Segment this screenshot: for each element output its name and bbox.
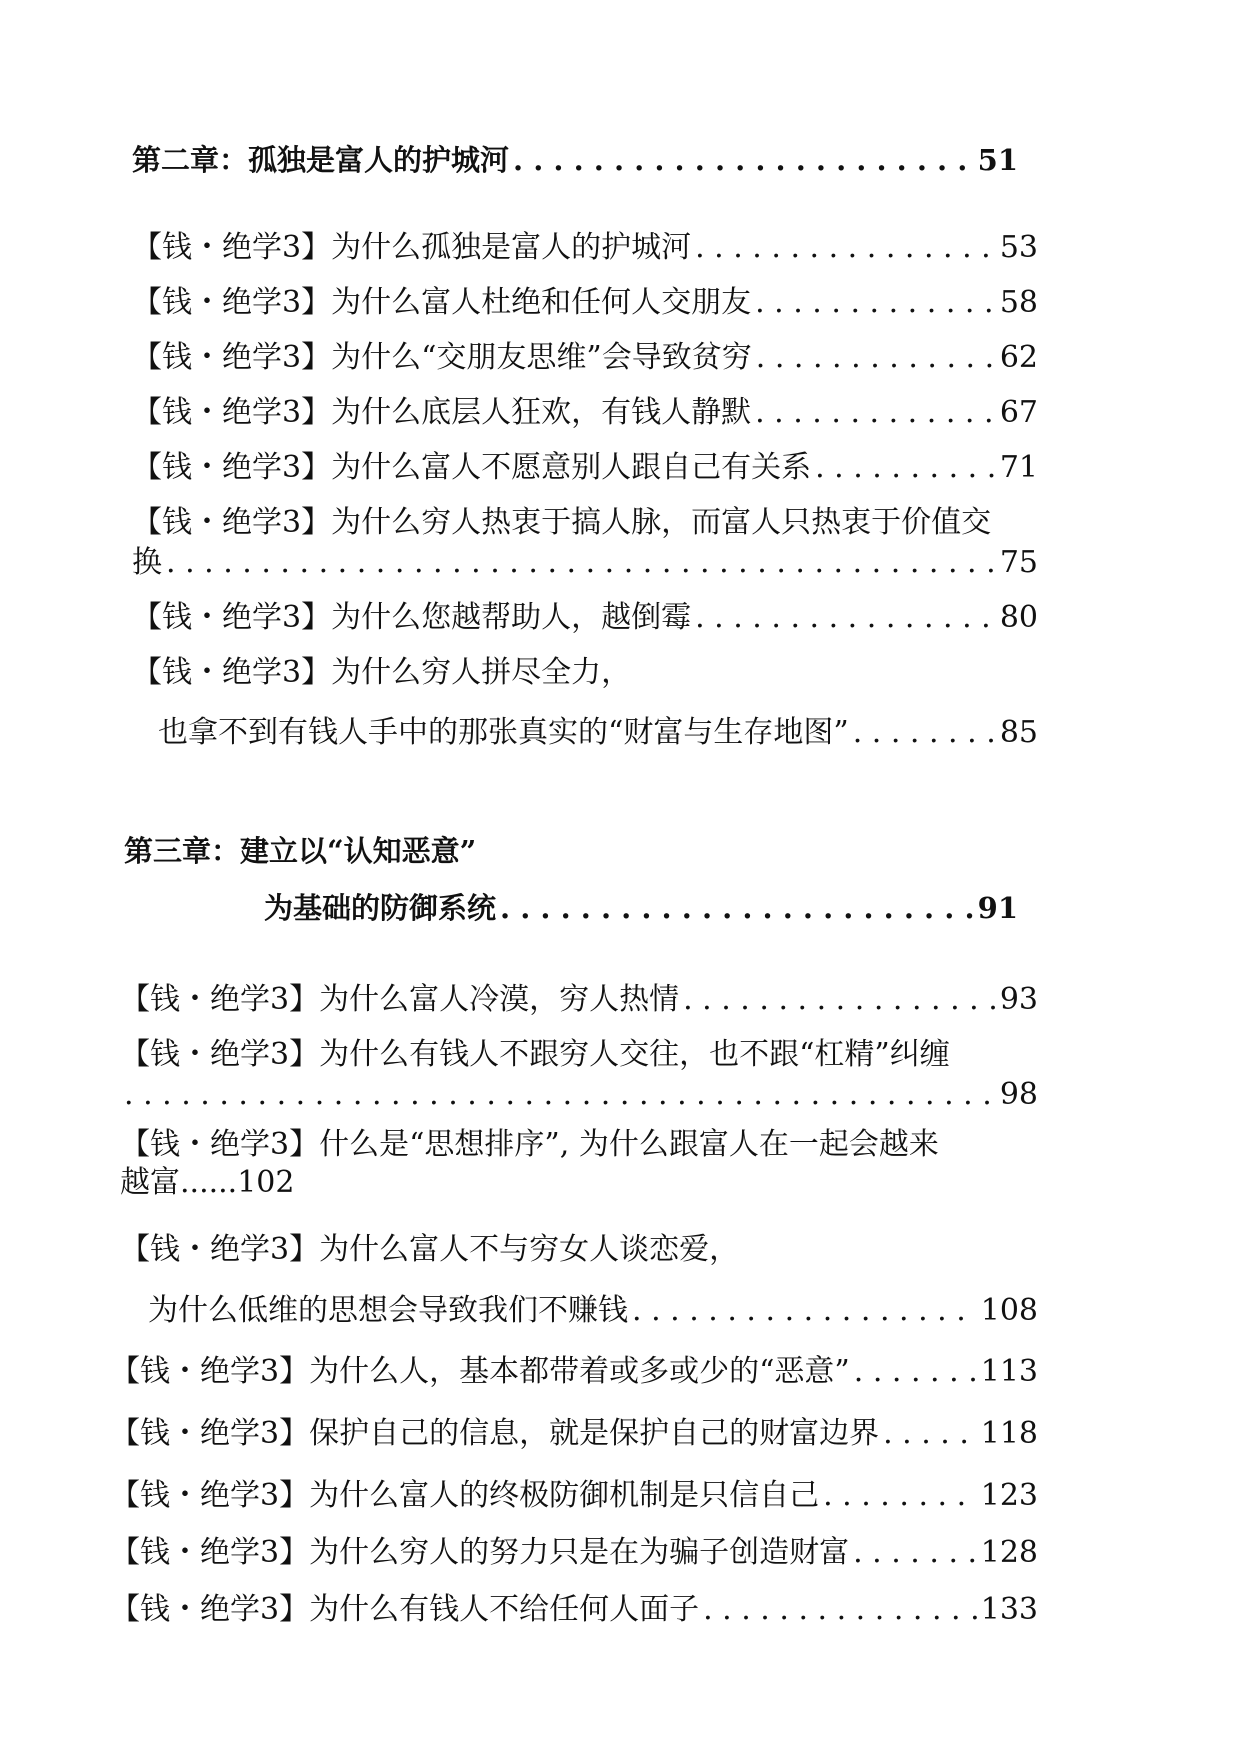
toc-entry[interactable] [110, 1352, 1038, 1392]
toc-entry-line1[interactable] [120, 1230, 739, 1270]
toc-entry[interactable] [132, 448, 1038, 488]
toc-entry[interactable] [110, 1414, 1038, 1454]
entry-title: 【钱・绝学3】为什么人，基本都带着或多或少的“恶意” [110, 1354, 850, 1389]
dot-leader [815, 448, 996, 488]
toc-entry[interactable] [110, 1533, 1038, 1573]
dot-leader [883, 1414, 977, 1454]
toc-entry[interactable] [132, 283, 1038, 323]
dot-leader [695, 228, 996, 268]
entry-title: 【钱・绝学3】为什么底层人狂欢，有钱人静默 [132, 395, 752, 430]
entry-title-continuation: 也拿不到有钱人手中的那张真实的“财富与生存地图” [158, 715, 849, 750]
dot-leader [513, 140, 974, 180]
page-number: 118 [980, 1416, 1038, 1451]
toc-entry[interactable] [110, 1476, 1038, 1516]
page-number: 58 [999, 285, 1038, 320]
page-number: 67 [999, 395, 1038, 430]
toc-entry[interactable] [132, 393, 1038, 433]
toc-entry-line2[interactable] [132, 543, 1038, 583]
toc-entry[interactable] [132, 598, 1038, 638]
entry-title: 【钱・绝学3】为什么富人冷漠，穷人热情 [120, 982, 680, 1017]
toc-entry[interactable] [132, 338, 1038, 378]
page-number: 85 [999, 715, 1038, 750]
page-number: 80 [999, 600, 1038, 635]
page-number: 133 [980, 1592, 1038, 1627]
toc-entry-line2[interactable] [158, 713, 1038, 753]
dot-leader [755, 393, 996, 433]
entry-title: 【钱・绝学3】为什么穷人的努力只是在为骗子创造财富 [110, 1535, 850, 1570]
entry-title: 【钱・绝学3】为什么有钱人不给任何人面子 [110, 1592, 700, 1627]
dot-leader [683, 980, 996, 1020]
toc-entry-line1[interactable] [120, 1125, 939, 1165]
chapter-heading[interactable] [132, 140, 1018, 180]
entry-title-continuation: 越富......102 [120, 1165, 295, 1200]
page-number: 108 [980, 1293, 1038, 1328]
entry-title: 【钱・绝学3】为什么有钱人不跟穷人交往，也不跟“杠精”纠缠 [120, 1037, 950, 1072]
page-number: 51 [977, 143, 1018, 177]
chapter-heading-line1[interactable] [124, 831, 476, 871]
entry-title: 【钱・绝学3】为什么穷人热衷于搞人脉，而富人只热衷于价值交 [132, 505, 992, 540]
chapter-title: 第二章：孤独是富人的护城河 [132, 143, 510, 177]
chapter-title: 第三章：建立以“认知恶意” [124, 834, 477, 868]
entry-title: 【钱・绝学3】为什么富人不愿意别人跟自己有关系 [132, 450, 812, 485]
dot-leader [853, 1533, 977, 1573]
entry-title-continuation: 为什么低维的思想会导致我们不赚钱 [148, 1293, 628, 1328]
page-number: 98 [999, 1077, 1038, 1112]
dot-leader [695, 598, 996, 638]
toc-entry-line2[interactable] [148, 1291, 1038, 1331]
dot-leader [124, 1075, 996, 1115]
entry-title: 【钱・绝学3】为什么孤独是富人的护城河 [132, 230, 692, 265]
entry-title: 【钱・绝学3】什么是“思想排序”, 为什么跟富人在一起会越来 [120, 1127, 939, 1162]
entry-title: 【钱・绝学3】为什么穷人拼尽全力， [132, 655, 632, 690]
entry-title-continuation: 换 [132, 545, 162, 580]
page-number: 62 [999, 340, 1038, 375]
toc-entry[interactable] [110, 1590, 1038, 1630]
dot-leader [703, 1590, 977, 1630]
toc-entry-line1[interactable] [132, 503, 991, 543]
entry-title: 【钱・绝学3】为什么富人杜绝和任何人交朋友 [132, 285, 752, 320]
page-number: 91 [977, 891, 1018, 925]
toc-entry[interactable] [120, 980, 1038, 1020]
entry-title: 【钱・绝学3】为什么您越帮助人，越倒霉 [132, 600, 692, 635]
dot-leader [166, 543, 996, 583]
toc-entry-line2[interactable] [120, 1075, 1038, 1115]
page-number: 123 [980, 1478, 1038, 1513]
dot-leader [854, 1352, 977, 1392]
dot-leader [853, 713, 996, 753]
page-number: 71 [999, 450, 1038, 485]
page-number: 113 [980, 1354, 1038, 1389]
entry-title: 【钱・绝学3】为什么富人不与穷女人谈恋爱， [120, 1232, 740, 1267]
dot-leader [632, 1291, 977, 1331]
toc-entry-line1[interactable] [132, 653, 631, 693]
dot-leader [823, 1476, 977, 1516]
page-number: 93 [999, 982, 1038, 1017]
dot-leader [755, 283, 996, 323]
chapter-title-continuation: 为基础的防御系统 [264, 891, 497, 925]
chapter-heading-line2[interactable] [264, 888, 1018, 928]
entry-title: 【钱・绝学3】保护自己的信息，就是保护自己的财富边界 [110, 1416, 880, 1451]
toc-entry[interactable] [132, 228, 1038, 268]
page-number: 75 [999, 545, 1038, 580]
toc-entry-line1[interactable] [120, 1035, 950, 1075]
page-number: 53 [999, 230, 1038, 265]
dot-leader [756, 338, 996, 378]
entry-title: 【钱・绝学3】为什么“交朋友思维”会导致贫穷 [132, 340, 752, 375]
toc-entry-line2[interactable] [120, 1163, 294, 1203]
entry-title: 【钱・绝学3】为什么富人的终极防御机制是只信自己 [110, 1478, 820, 1513]
dot-leader [500, 888, 974, 928]
page-number: 128 [980, 1535, 1038, 1570]
